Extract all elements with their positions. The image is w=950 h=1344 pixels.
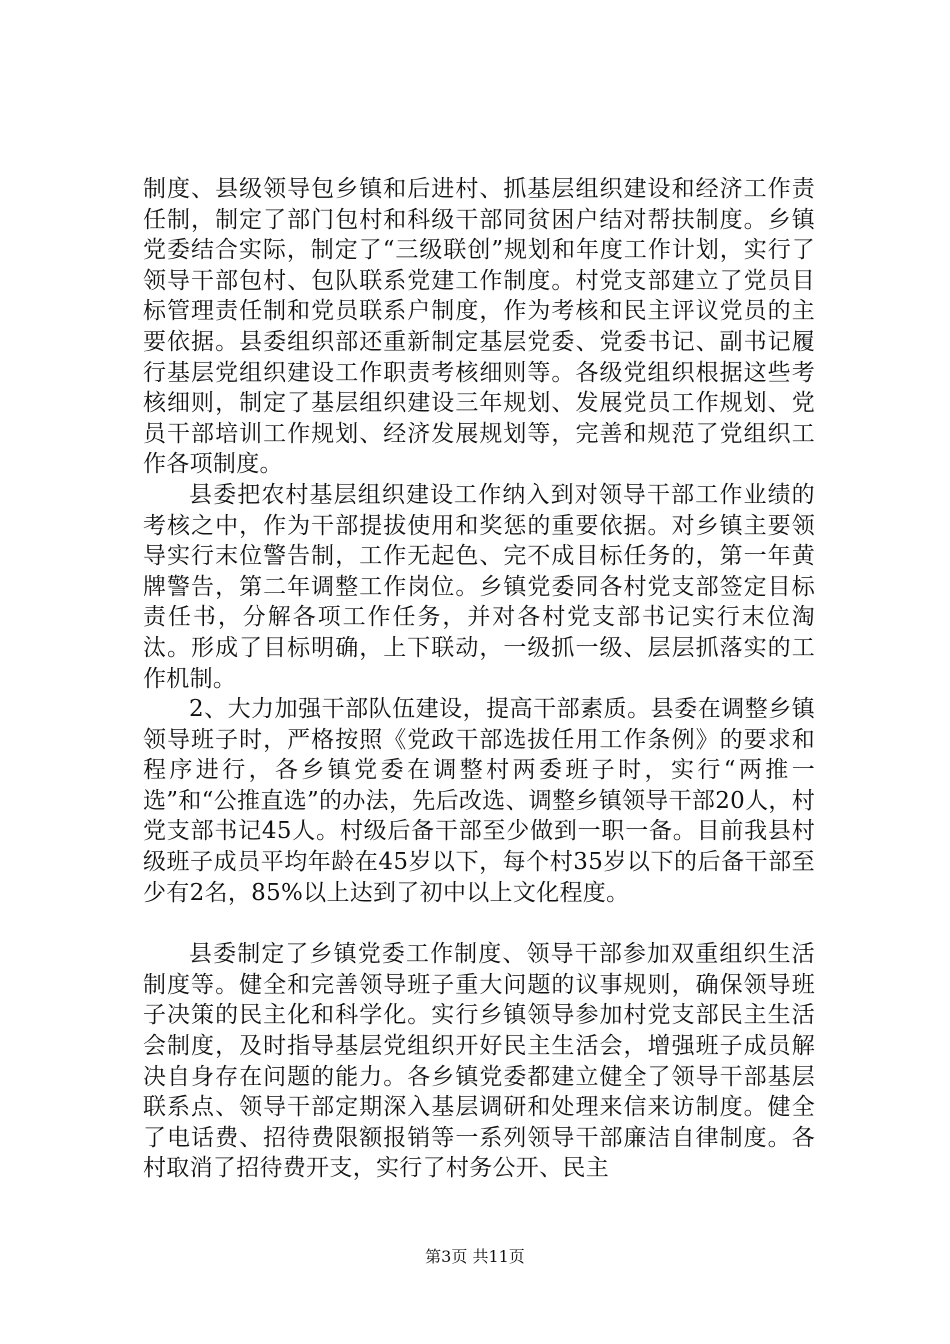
page-number-footer: 第3页 共11页: [425, 1247, 525, 1266]
paragraph-2: 县委把农村基层组织建设工作纳入到对领导干部工作业绩的考核之中，作为干部提拔使用和奖惩的重要依据。对乡镇主要领导实行末位警告制，工作无起色、完不成目标任务的，第一年黄牌警告，第二年调整工作岗位。乡镇党委同各村党支部签定目标责任书，分解各项工作任务，并对各村党支部书记实行末位淘汰。形成了目标明确，上下联动，一级抓一级、层层抓落实的工作机制。: [143, 481, 815, 692]
paragraph-1: 制度、县级领导包乡镇和后进村、抓基层组织建设和经济工作责任制，制定了部门包村和科级干部同贫困户结对帮扶制度。乡镇党委结合实际，制定了“三级联创”规划和年度工作计划，实行了领导干部包村、包队联系党建工作制度。村党支部建立了党员目标管理责任制和党员联系户制度，作为考核和民主评议党员的主要依据。县委组织部还重新制定基层党委、党委书记、副书记履行基层党组织建设工作职责考核细则等。各级党组织根据这些考核细则，制定了基层组织建设三年规划、发展党员工作规划、党员干部培训工作规划、经济发展规划等，完善和规范了党组织工作各项制度。: [143, 176, 815, 478]
document-body: [143, 174, 815, 1184]
paragraph-spacer: [143, 908, 815, 939]
paragraph-3: 2、大力加强干部队伍建设，提高干部素质。县委在调整乡镇领导班子时，严格按照《党政干部选拔任用工作条例》的要求和程序进行，各乡镇党委在调整村两委班子时，实行“两推一选”和“公推直选”的办法，先后改选、调整乡镇领导干部20人，村党支部书记45人。村级后备干部至少做到一职一备。目前我县村级班子成员平均年龄在45岁以下，每个村35岁以下的后备干部至少有2名，85%以上达到了初中以上文化程度。: [143, 696, 815, 906]
paragraph-4: 县委制定了乡镇党委工作制度、领导干部参加双重组织生活制度等。健全和完善领导班子重大问题的议事规则，确保领导班子决策的民主化和科学化。实行乡镇领导参加村党支部民主生活会制度，及时指导基层党组织开好民主生活会，增强班子成员解决自身存在问题的能力。各乡镇党委都建立健全了领导干部基层联系点、领导干部定期深入基层调研和处理来信来访制度。健全了电话费、招待费限额报销等一系列领导干部廉洁自律制度。各村取消了招待费开支，实行了村务公开、民主: [143, 941, 815, 1182]
